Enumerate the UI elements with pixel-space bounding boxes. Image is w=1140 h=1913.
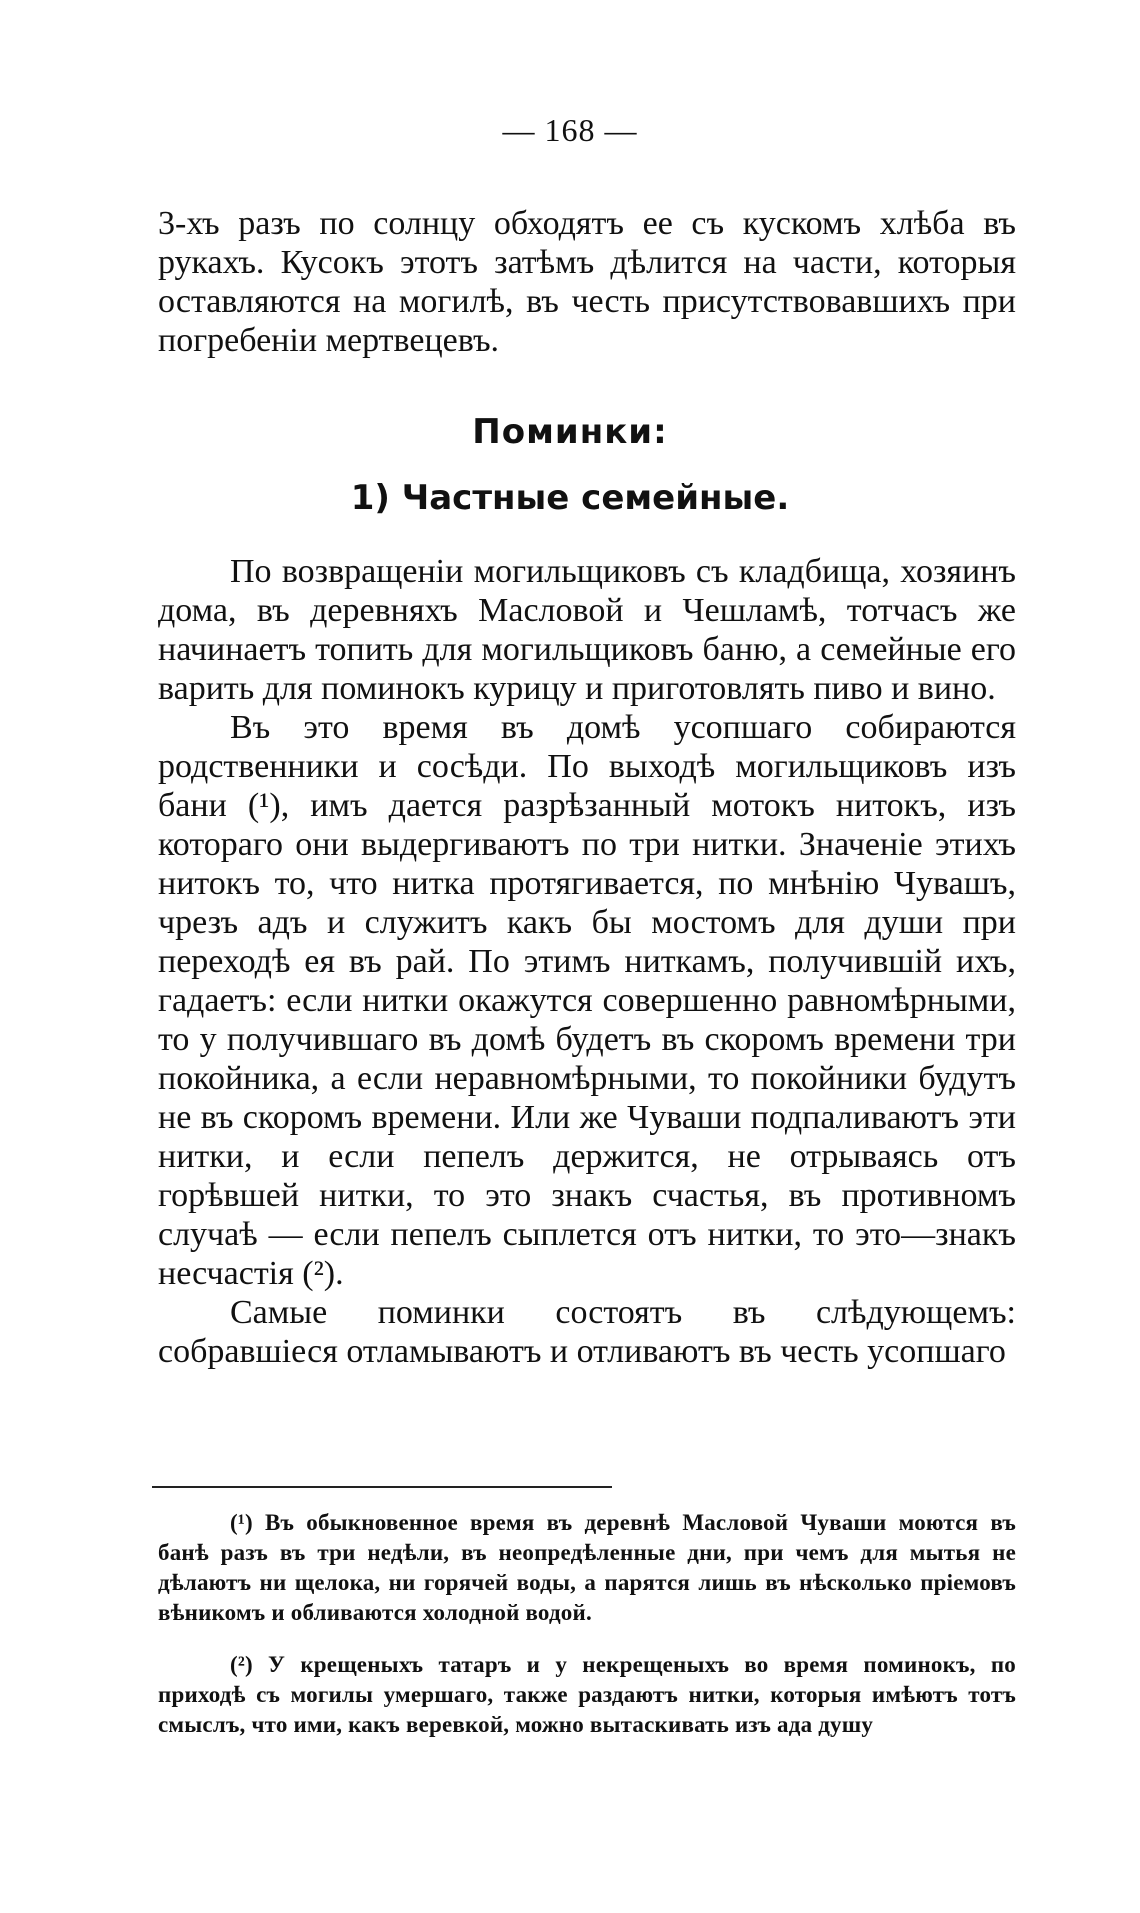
subsection-heading: 1) Частные семейные.: [350, 478, 790, 518]
paragraph: По возвращеніи могильщиковъ съ кладбища, хозяинъ дома, въ деревняхъ Масловой и Чешламѣ, тотчасъ же начинаетъ топить для могильщиковъ баню, а семейные его варить для поминокъ курицу и приготовлять пиво и вино.: [158, 553, 1016, 707]
intro-text: 3-хъ разъ по солнцу обходятъ ее съ кускомъ хлѣба въ рукахъ. Кусокъ этотъ затѣмъ дѣлится на части, которыя оставляются на могилѣ, въ честь присутствовавшихъ при погребеніи мертвецевъ.: [158, 205, 1016, 359]
footnote: (²) У крещеныхъ татаръ и у некрещеныхъ во время поминокъ, по приходѣ съ могилы умершаго, также раздаютъ нитки, которыя имѣютъ тотъ смыслъ, что ими, какъ веревкой, можно вытаскивать изъ ада душу: [158, 1652, 1016, 1737]
footnotes: [158, 1508, 1016, 1740]
footnote-divider: [152, 1486, 612, 1488]
paragraph: Самые поминки состоятъ въ слѣдующемъ: собравшіеся отламываютъ и отливаютъ въ честь усопшаго: [158, 1294, 1016, 1370]
main-text: [158, 552, 1016, 1371]
intro-paragraph: [158, 204, 1016, 360]
paragraph: Въ это время въ домѣ усопшаго собираются родственники и сосѣди. По выходѣ могильщиковъ изъ бани (¹), имъ дается разрѣзанный мотокъ нитокъ, изъ котораго они выдергиваютъ по три нитки. Значеніе этихъ нитокъ то, что нитка протягивается, по мнѣнію Чувашъ, чрезъ адъ и служитъ какъ бы мостомъ для души при переходѣ ея въ рай. По этимъ ниткамъ, получившій ихъ, гадаетъ: если нитки окажутся совершенно равномѣрными, то у получившаго въ домѣ будетъ въ скоромъ времени три покойника, а если неравномѣрными, то покойники будутъ не въ скоромъ времени. Или же Чуваши подпаливаютъ эти нитки, и если пепелъ держится, не отрываясь отъ горѣвшей нитки, то это знакъ счастья, въ противномъ случаѣ — если пепелъ сыплется отъ нитки, то это—знакъ несчастія (²).: [158, 709, 1016, 1292]
page-number: — 168 —: [502, 112, 638, 148]
section-heading: Поминки:: [472, 412, 668, 452]
footnote: (¹) Въ обыкновенное время въ деревнѣ Масловой Чуваши моются въ банѣ разъ въ три недѣли, въ неопредѣленные дни, при чемъ для мытья не дѣлаютъ ни щелока, ни горячей воды, а парятся лишь въ нѣсколько пріемовъ вѣникомъ и обливаются холодной водой.: [158, 1510, 1016, 1625]
